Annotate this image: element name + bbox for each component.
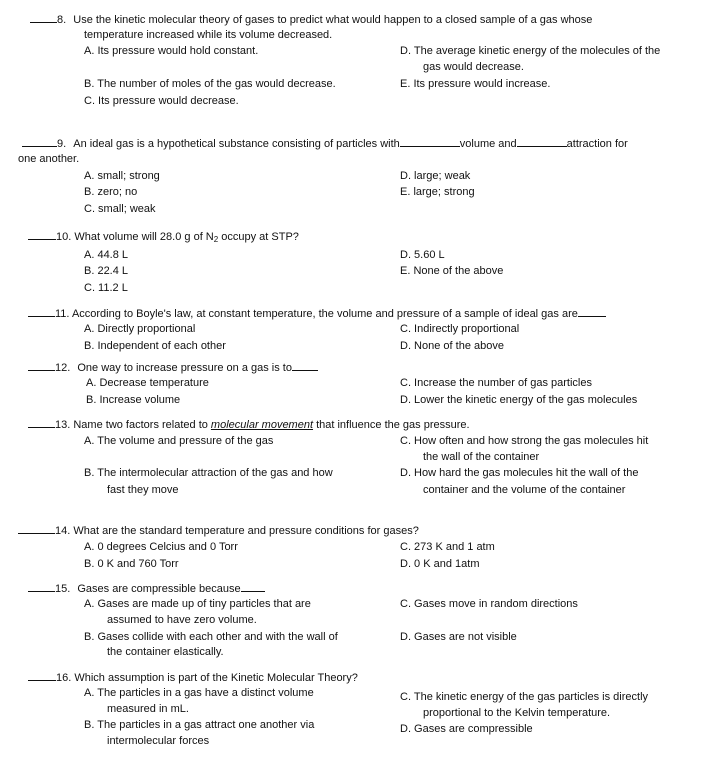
option-b-cont: intermolecular forces: [107, 735, 210, 747]
question-11: [28, 306, 606, 322]
question-13: [28, 417, 470, 433]
option-b[interactable]: B. The number of moles of the gas would decrease.: [84, 78, 336, 90]
question-number: 11.: [55, 308, 70, 320]
emphasis-text: molecular movement: [210, 419, 314, 431]
question-number: 10.: [56, 231, 72, 243]
question-12: [28, 360, 318, 376]
fill-blank[interactable]: [292, 360, 318, 371]
answer-blank[interactable]: [30, 12, 57, 23]
answer-blank[interactable]: [28, 306, 55, 317]
option-a[interactable]: A. The volume and pressure of the gas: [84, 435, 274, 447]
option-c[interactable]: C. The kinetic energy of the gas particles is directly: [400, 691, 649, 703]
answer-blank[interactable]: [28, 417, 55, 428]
question-number: 8.: [57, 14, 67, 26]
option-d[interactable]: D. How hard the gas molecules hit the wall of the: [400, 467, 639, 479]
option-a[interactable]: A. Its pressure would hold constant.: [84, 45, 259, 57]
question-text: volume and: [459, 138, 517, 150]
option-d-cont: container and the volume of the container: [423, 484, 626, 496]
question-number: 15.: [55, 583, 71, 595]
question-8: [30, 12, 592, 28]
option-e[interactable]: E. None of the above: [400, 265, 504, 277]
option-a[interactable]: A. 44.8 L: [84, 249, 129, 261]
answer-blank[interactable]: [28, 670, 56, 681]
option-d[interactable]: D. 5.60 L: [400, 249, 445, 261]
option-d[interactable]: D. large; weak: [400, 170, 471, 182]
question-text: that influence the gas pressure.: [313, 419, 470, 431]
option-c[interactable]: C. small; weak: [84, 203, 156, 215]
option-b[interactable]: B. 22.4 L: [84, 265, 129, 277]
option-b[interactable]: B. 0 K and 760 Torr: [84, 558, 179, 570]
answer-blank[interactable]: [22, 136, 57, 147]
option-d[interactable]: D. 0 K and 1atm: [400, 558, 480, 570]
question-text: Gases are compressible because: [77, 583, 241, 595]
question-16: [28, 670, 358, 686]
option-b[interactable]: B. Increase volume: [86, 394, 181, 406]
option-c[interactable]: C. How often and how strong the gas molecules hit: [400, 435, 649, 447]
option-a[interactable]: A. 0 degrees Celcius and 0 Torr: [84, 541, 238, 553]
question-text: An ideal gas is a hypothetical substance consisting of particles with: [73, 138, 400, 150]
option-a-cont: measured in mL.: [107, 703, 189, 715]
option-a[interactable]: A. Directly proportional: [84, 323, 196, 335]
question-text: Which assumption is part of the Kinetic Molecular Theory?: [74, 672, 358, 684]
fill-blank[interactable]: [578, 306, 606, 317]
answer-blank[interactable]: [18, 523, 55, 534]
question-number: 12.: [55, 362, 71, 374]
fill-blank-1[interactable]: [400, 136, 460, 147]
question-text: According to Boyle's law, at constant temperature, the volume and pressure of a sample of ideal gas are: [71, 308, 578, 320]
option-d[interactable]: D. Lower the kinetic energy of the gas molecules: [400, 394, 638, 406]
option-b-cont: fast they move: [107, 484, 179, 496]
option-c[interactable]: C. Gases move in random directions: [400, 598, 578, 610]
subscript: 2: [213, 235, 219, 244]
fill-blank[interactable]: [241, 581, 265, 592]
question-9: [22, 136, 628, 152]
option-b[interactable]: B. Gases collide with each other and with the wall of: [84, 631, 338, 643]
question-text: attraction for: [566, 138, 628, 150]
question-number: 9.: [57, 138, 67, 150]
fill-blank-2[interactable]: [517, 136, 567, 147]
question-number: 16.: [56, 672, 72, 684]
answer-blank[interactable]: [28, 581, 55, 592]
question-text: One way to increase pressure on a gas is to: [77, 362, 292, 374]
answer-blank[interactable]: [28, 360, 55, 371]
option-c[interactable]: C. Indirectly proportional: [400, 323, 520, 335]
option-a[interactable]: A. small; strong: [84, 170, 160, 182]
question-15: [28, 581, 265, 597]
question-10: [28, 229, 299, 245]
question-text: What volume will 28.0 g of N: [74, 231, 214, 243]
option-d[interactable]: D. The average kinetic energy of the molecules of the: [400, 45, 661, 57]
option-b[interactable]: B. The particles in a gas attract one another via: [84, 719, 315, 731]
option-d-cont: gas would decrease.: [423, 61, 524, 73]
option-d[interactable]: D. Gases are compressible: [400, 723, 533, 735]
question-text: Use the kinetic molecular theory of gases to predict what would happen to a closed sample of a gas whose: [73, 14, 593, 26]
option-a[interactable]: A. Decrease temperature: [86, 377, 209, 389]
option-b[interactable]: B. zero; no: [84, 186, 138, 198]
option-d[interactable]: D. Gases are not visible: [400, 631, 517, 643]
option-e[interactable]: E. Its pressure would increase.: [400, 78, 551, 90]
option-c[interactable]: C. 11.2 L: [84, 282, 128, 294]
question-text-cont: temperature increased while its volume decreased.: [84, 29, 333, 41]
answer-blank[interactable]: [28, 229, 56, 240]
option-b[interactable]: B. Independent of each other: [84, 340, 226, 352]
option-a[interactable]: A. Gases are made up of tiny particles that are: [84, 598, 311, 610]
option-c-cont: proportional to the Kelvin temperature.: [423, 707, 611, 719]
option-c[interactable]: C. Increase the number of gas particles: [400, 377, 592, 389]
question-text-cont: one another.: [18, 153, 80, 165]
option-a-cont: assumed to have zero volume.: [107, 614, 257, 626]
option-a[interactable]: A. The particles in a gas have a distinct volume: [84, 687, 314, 699]
option-e[interactable]: E. large; strong: [400, 186, 475, 198]
option-d[interactable]: D. None of the above: [400, 340, 504, 352]
option-c[interactable]: C. Its pressure would decrease.: [84, 95, 239, 107]
question-number: 13.: [55, 419, 71, 431]
option-c-cont: the wall of the container: [423, 451, 540, 463]
question-text: Name two factors related to: [73, 419, 211, 431]
question-text: occupy at STP?: [218, 231, 299, 243]
question-text: What are the standard temperature and pressure conditions for gases?: [73, 525, 419, 537]
option-b-cont: the container elastically.: [107, 646, 224, 658]
question-14: [18, 523, 419, 539]
question-number: 14.: [55, 525, 71, 537]
option-b[interactable]: B. The intermolecular attraction of the gas and how: [84, 467, 333, 479]
option-c[interactable]: C. 273 K and 1 atm: [400, 541, 495, 553]
